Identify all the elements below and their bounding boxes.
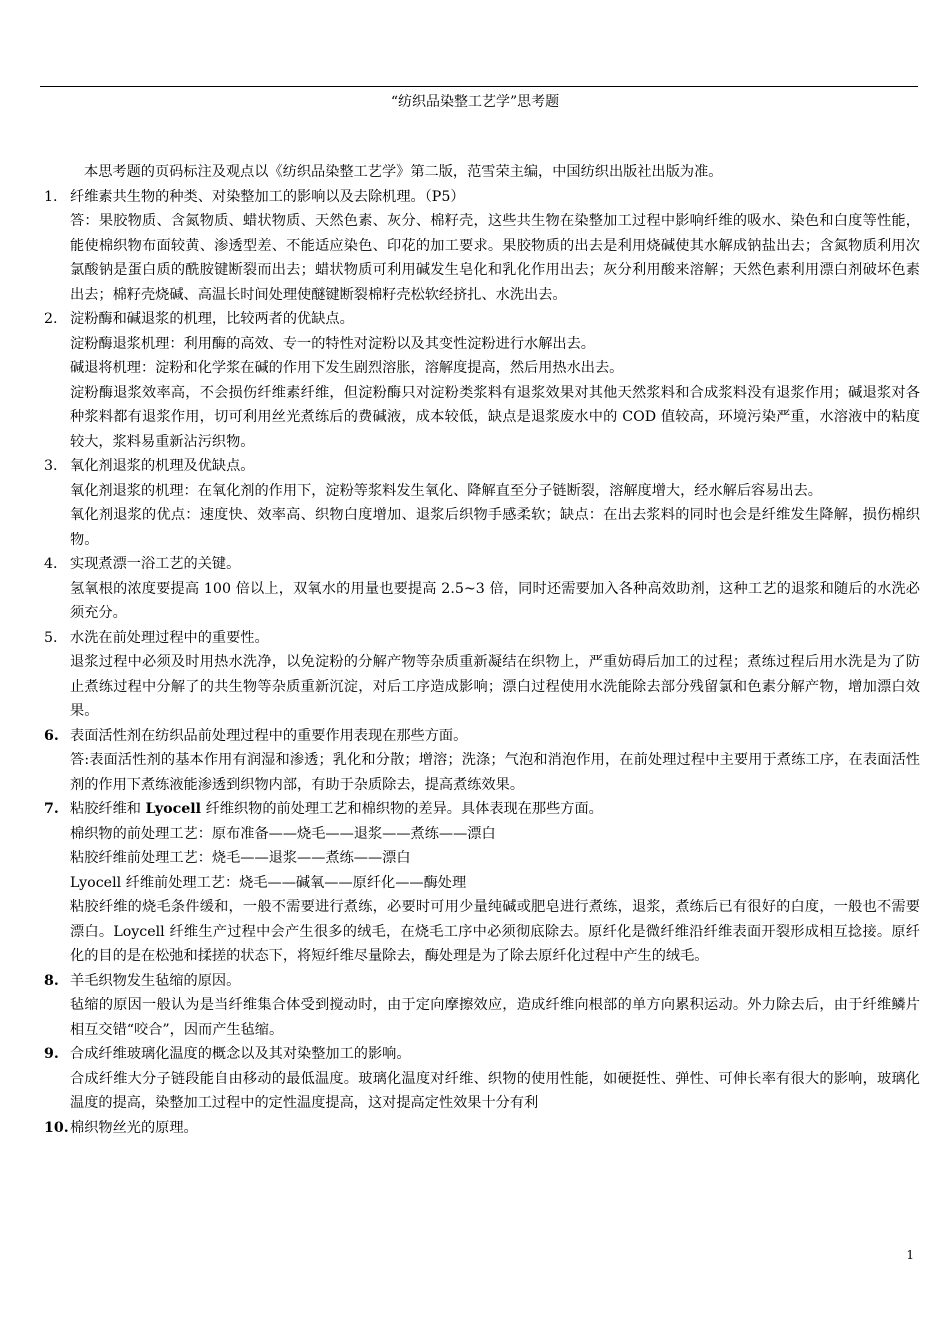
answer-paragraph: 棉织物的前处理工艺：原布准备——烧毛——退浆——煮练——漂白	[70, 825, 496, 842]
question-text: 淀粉酶和碱退浆的机理，比较两者的优缺点。	[70, 311, 354, 327]
question-text: 表面活性剂在纺织品前处理过程中的重要作用表现在那些方面。	[70, 727, 468, 744]
question-text: 实现煮漂一浴工艺的关键。	[70, 556, 241, 572]
question-number: 5.	[44, 629, 58, 646]
question-4	[40, 552, 920, 626]
question-9	[40, 1042, 920, 1116]
question-5	[40, 626, 920, 724]
question-number: 7.	[44, 801, 59, 817]
intro-paragraph: 本思考题的页码标注及观点以《纺织品染整工艺学》第二版，范雪荣主编，中国纺织出版社出版为准。	[84, 164, 723, 180]
question-number: 3.	[44, 458, 58, 474]
question-3	[40, 454, 920, 552]
answer-paragraph: 碱退将机理：淀粉和化学浆在碱的作用下发生剧烈溶胀，溶解度提高，然后用热水出去。	[70, 360, 624, 376]
page-title: “纺织品染整工艺学”思考题	[390, 94, 560, 110]
answer-paragraph: 答:表面活性剂的基本作用有润湿和渗透；乳化和分散；增溶；洗涤；气泡和消泡作用，在前处理过程中主要用于煮练工序，在表面活性剂的作用下煮练液能渗透到织物内部，有助于杂质除去，提高煮练效果。	[70, 752, 920, 793]
question-number: 9.	[44, 1046, 59, 1062]
question-number: 8.	[44, 972, 59, 989]
answer-paragraph: 氧化剂退浆的优点：速度快、效率高、织物白度增加、退浆后织物手感柔软；缺点：在出去浆料的同时也会是纤维发生降解，损伤棉织物。	[70, 507, 920, 548]
question-number: 2.	[44, 311, 58, 327]
question-text: 氧化剂退浆的机理及优缺点。	[70, 458, 255, 474]
question-text: 纤维素共生物的种类、对染整加工的影响以及去除机理。（P5）	[70, 188, 465, 205]
answer-paragraph: Lyocell 纤维前处理工艺：烧毛——碱氧——原纤化——酶处理	[70, 874, 467, 891]
header-rule	[40, 86, 918, 87]
question-text-part: 粘胶纤维和	[70, 801, 146, 817]
question-7	[40, 797, 920, 969]
question-1	[40, 185, 920, 308]
answer-paragraph: 退浆过程中必须及时用热水洗净，以免淀粉的分解产物等杂质重新凝结在织物上，严重妨碍后加工的过程；煮练过程后用水洗是为了防止煮练过程中分解了的共生物等杂质重新沉淀，对后工序造成影响；漂白过程使用水洗能除去部分残留氯和色素分解产物，增加漂白效果。	[70, 654, 920, 719]
question-text-part: 纤维织物的前处理工艺和棉织物的差异。具体表现在那些方面。	[201, 801, 603, 817]
question-2	[40, 307, 920, 454]
question-8	[40, 969, 920, 1043]
question-6	[40, 724, 920, 798]
question-text: 水洗在前处理过程中的重要性。	[70, 629, 269, 646]
question-number: 4.	[44, 556, 58, 572]
question-text: 棉织物丝光的原理。	[70, 1119, 198, 1136]
question-10	[40, 1116, 920, 1141]
answer-paragraph: 答：果胶物质、含氮物质、蜡状物质、天然色素、灰分、棉籽壳，这些共生物在染整加工过程中影响纤维的吸水、染色和白度等性能，能使棉织物布面较黄、渗透型差、不能适应染色、印花的加工要求。果胶物质的出去是利用烧碱使其水解成钠盐出去；含氮物质利用次氯酸钠是蛋白质的酰胺键断裂而出去；蜡状物质可利用碱发生皂化和乳化作用出去；灰分利用酸来溶解；天然色素利用漂白剂破坏色素出去；棉籽壳烧碱、高温长时间处理使醚键断裂棉籽壳松软经挤扎、水洗出去。	[70, 213, 920, 303]
question-text	[70, 797, 920, 822]
answer-paragraph: 淀粉酶退浆机理：利用酶的高效、专一的特性对淀粉以及其变性淀粉进行水解出去。	[70, 335, 595, 352]
question-number: 1.	[44, 188, 58, 205]
answer-paragraph: 粘胶纤维的烧毛条件缓和，一般不需要进行煮练，必要时可用少量纯碱或肥皂进行煮练，退浆，煮练后已有很好的白度，一般也不需要漂白。Loycell 纤维生产过程中会产生很多的绒毛，在烧毛工序中必须彻底除去。原纤化是微纤维沿纤维表面开裂形成相互捻接。原纤化的目的是在松弛和揉搓的状态下，将短纤维尽量除去，酶处理是为了除去原纤化过程中产生的绒毛。	[70, 899, 920, 964]
answer-paragraph: 合成纤维大分子链段能自由移动的最低温度。玻璃化温度对纤维、织物的使用性能，如硬挺性、弹性、可伸长率有很大的影响，玻璃化温度的提高，染整加工过程中的定性温度提高，这对提高定性效果十分有利	[70, 1070, 920, 1111]
document-body	[40, 160, 920, 1140]
answer-paragraph: 氧化剂退浆的机理：在氧化剂的作用下，淀粉等浆料发生氧化、降解直至分子链断裂，溶解度增大，经水解后容易出去。	[70, 482, 822, 499]
answer-paragraph: 毡缩的原因一般认为是当纤维集合体受到搅动时，由于定向摩擦效应，造成纤维向根部的单方向累积运动。外力除去后，由于纤维鳞片相互交错“咬合”，因而产生毡缩。	[70, 997, 920, 1038]
question-text-bold: Lyocell	[145, 801, 202, 817]
question-text: 合成纤维玻璃化温度的概念以及其对染整加工的影响。	[70, 1046, 411, 1062]
question-number: 10.	[44, 1119, 69, 1136]
question-text: 羊毛织物发生毡缩的原因。	[70, 972, 241, 989]
question-number: 6.	[44, 727, 59, 744]
answer-paragraph: 氢氧根的浓度要提高 100 倍以上，双氧水的用量也要提高 2.5~3 倍，同时还需要加入各种高效助剂，这种工艺的退浆和随后的水洗必须充分。	[70, 580, 920, 621]
answer-paragraph: 淀粉酶退浆效率高，不会损伤纤维素纤维，但淀粉酶只对淀粉类浆料有退浆效果对其他天然浆料和合成浆料没有退浆作用；碱退浆对各种浆料都有退浆作用，切可利用丝光煮练后的费碱液，成本较低，缺点是退浆废水中的 COD 值较高，环境污染严重，水溶液中的粘度较大，浆料易重新沾污织物。	[70, 384, 920, 450]
answer-paragraph: 粘胶纤维前处理工艺：烧毛——退浆——煮练——漂白	[70, 850, 411, 866]
page-number: 1	[906, 1248, 914, 1262]
